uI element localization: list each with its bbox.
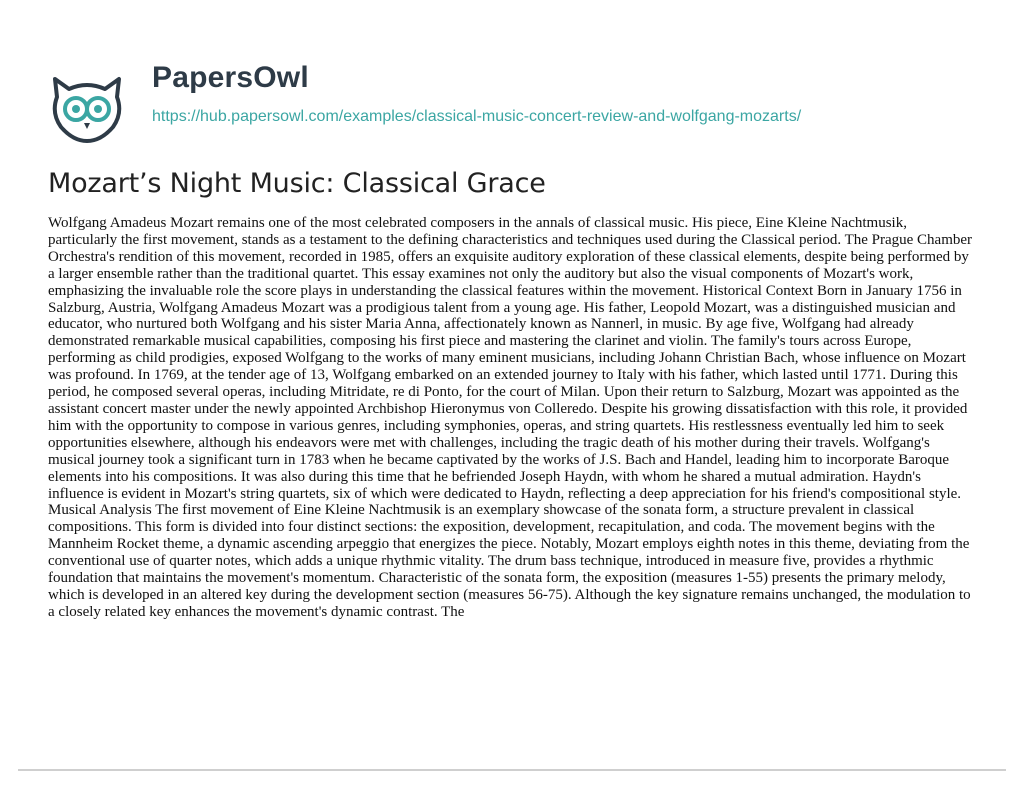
article-body: Wolfgang Amadeus Mozart remains one of the most celebrated composers in the annals of classical music. His piece, Eine Kleine Nachtmusik, particularly the first movement, stands as a testament to the defining characteristics and techniques used during the Classical period. The Prague Chamber Orchestra's rendition of this movement, recorded in 1985, offers an exquisite auditory exploration of these classical elements, despite being performed by a larger ensemble rather than the traditional quartet. This essay examines not only the auditory but also the visual components of Mozart's work, emphasizing the invaluable role the score plays in understanding the classical features within the movement. Historical Context Born in January 1756 in Salzburg, Austria, Wolfgang Amadeus Mozart was a prodigious talent from a young age. His father, Leopold Mozart, was a distinguished musician and educator, who nurtured both Wolfgang and his sister Maria Anna, affectionately known as Nannerl, in music. By age five, Wolfgang had already demonstrated remarkable musical capabilities, composing his first piece and mastering the clarinet and violin. The family's tours across Europe, performing as child prodigies, exposed Wolfgang to the works of many eminent musicians, including Johann Christian Bach, whose influence on Mozart was profound. In 1769, at the tender age of 13, Wolfgang embarked on an extended journey to Italy with his father, which lasted until 1771. During this period, he composed several operas, including Mitridate, re di Ponto, for the court of Milan. Upon their return to Salzburg, Mozart was appointed as the assistant concert master under the newly appointed Archbishop Hieronymus von Colleredo. Despite his growing dissatisfaction with this role, it provided him with the opportunity to compose in various genres, including symphonies, operas, and string quartets. His restlessness eventually led him to seek opportunities elsewhere, although his endeavors were met with challenges, including the tragic death of his mother during their travels. Wolfgang's musical journey took a significant turn in 1783 when he became captivated by the works of J.S. Bach and Handel, leading him to incorporate Baroque elements into his compositions. It was also during this time that he befriended Joseph Haydn, with whom he shared a mutual admiration. Haydn's influence is evident in Mozart's string quartets, six of which were dedicated to Haydn, reflecting a deep appreciation for his friend's compositional style. Musical Analysis The first movement of Eine Kleine Nachtmusik is an exemplary showcase of the sonata form, a structure prevalent in classical compositions. This form is divided into four distinct sections: the exposition, development, recapitulation, and coda. The movement begins with the Mannheim Rocket theme, a dynamic ascending arpeggio that energizes the piece. Notably, Mozart employs eighth notes in this theme, deviating from the conventional use of quarter notes, which adds a unique rhythmic vitality. The drum bass technique, introduced in measure five, provides a rhythmic foundation that maintains the movement's momentum. Characteristic of the sonata form, the exposition (measures 1-55) presents the primary melody, which is developed in an altered key during the development section (measures 56-75). Although the key signature remains unchanged, the modulation to a closely related key enhances the movement's dynamic contrast. The — [48, 215, 973, 620]
article-title: Mozart’s Night Music: Classical Grace — [48, 168, 546, 199]
source-url[interactable]: https://hub.papersowl.com/examples/classical-music-concert-review-and-wolfgang-mozarts/ — [152, 108, 802, 125]
site-header — [0, 0, 1024, 160]
brand-name[interactable]: PapersOwl — [152, 61, 309, 94]
owl-logo-icon[interactable] — [47, 67, 127, 147]
bottom-divider — [18, 769, 1006, 771]
